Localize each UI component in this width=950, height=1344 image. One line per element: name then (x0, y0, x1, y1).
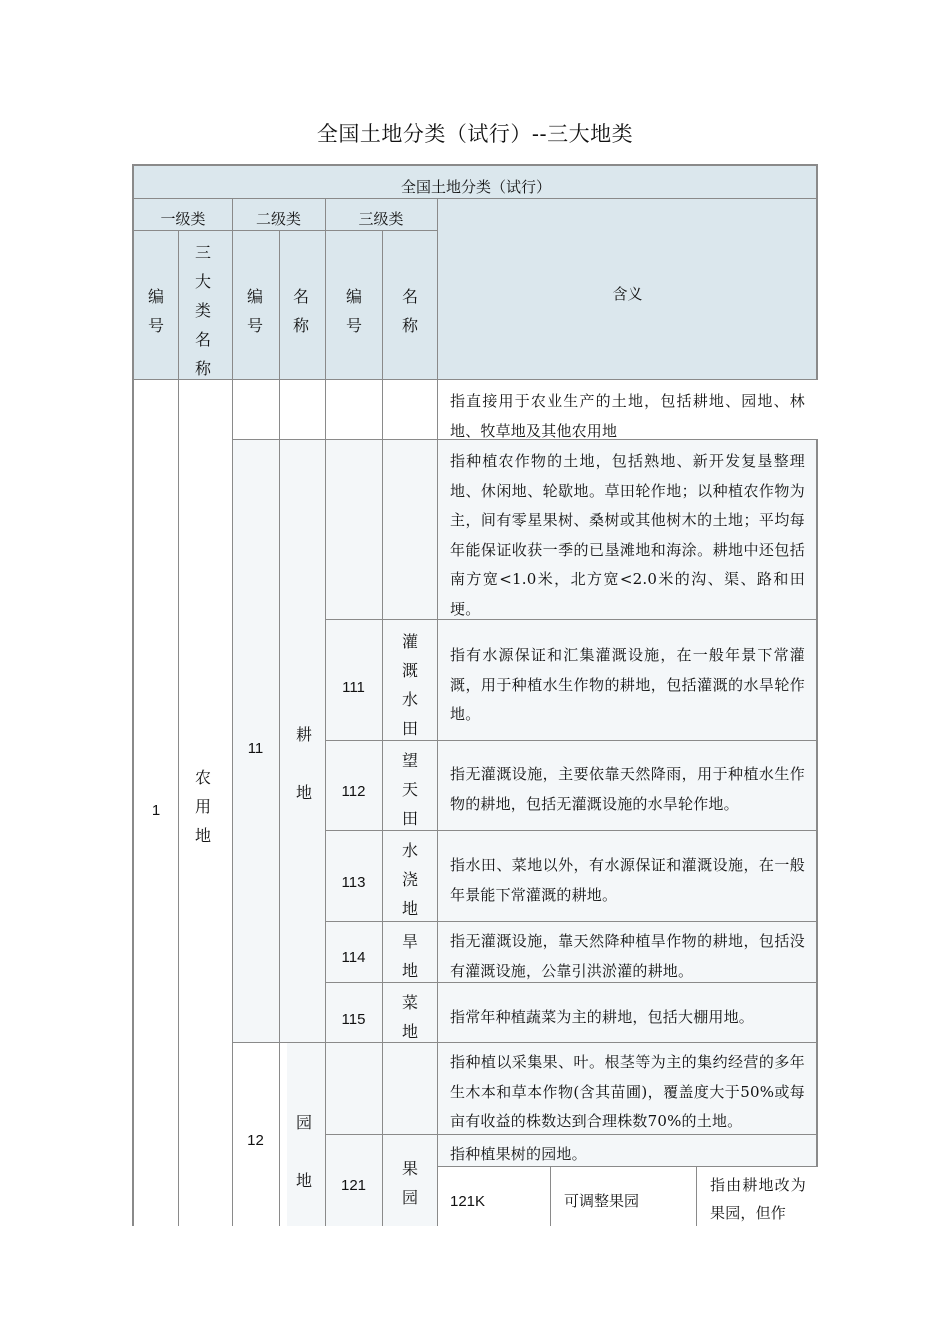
c113-description: 指水田、菜地以外，有水源保证和灌溉设施，在一般年景能下常灌溉的耕地。 (450, 856, 805, 904)
c121k-name: 可调整果园 (564, 1192, 640, 1210)
c115-name: 菜地 (401, 993, 418, 1041)
c111-description: 指有水源保证和汇集灌溉设施，在一般年景下常灌溉，用于种植水生作物的耕地，包括灌溉的水旱轮作地。 (450, 646, 805, 723)
l1-big-three-name: 农用地 (194, 768, 211, 845)
c112-name: 望天田 (401, 751, 418, 828)
c121k-code: 121K (450, 1193, 486, 1210)
c12-description: 指种植以采集果、叶。根茎等为主的集约经营的多年生木本和草本作物(含其苗圃)，覆盖度大于50%或每亩有收益的株数达到合理株数70%的土地。 (450, 1053, 805, 1130)
header-l2-code: 编号 (246, 287, 263, 335)
c11-code: 11 (247, 740, 264, 757)
header-l3-code: 编号 (345, 287, 362, 335)
c12-code: 12 (247, 1132, 264, 1149)
c121-description: 指种植果树的园地。 (450, 1145, 587, 1163)
c112-description: 指无灌溉设施，主要依靠天然降雨，用于种植水生作物的耕地，包括无灌溉设施的水旱轮作地。 (450, 765, 805, 813)
l1-code: 1 (151, 802, 161, 819)
c112-code: 112 (341, 783, 366, 800)
c111-code: 111 (342, 679, 365, 696)
page-title: 全国土地分类（试行）--三大地类 (316, 122, 634, 146)
c115-description: 指常年种植蔬菜为主的耕地，包括大棚用地。 (450, 1008, 755, 1026)
c114-description: 指无灌溉设施，靠天然降种植旱作物的耕地，包括没有灌溉设施，公靠引洪淤灌的耕地。 (450, 932, 805, 980)
header-l1-code: 编号 (147, 287, 164, 335)
header-level1: 一级类 (160, 210, 206, 228)
c11-name: 耕地 (295, 725, 312, 802)
c121-name: 果园 (401, 1159, 418, 1207)
c121-code: 121 (340, 1177, 367, 1194)
c114-code: 114 (341, 949, 366, 966)
c11-description: 指种植农作物的土地，包括熟地、新开发复垦整理地、休闲地、轮歇地。草田轮作地；以种植农作物为主，间有零星果树、桑树或其他树木的土地；平均每年能保证收获一季的已垦滩地和海涂。耕地中还包括南方宽<1.0米，北方宽<2.0米的沟、渠、路和田埂。 (450, 452, 805, 618)
c113-code: 113 (341, 874, 366, 891)
c111-name: 灌溉水田 (401, 632, 418, 738)
header-l2-name: 名称 (292, 287, 309, 335)
header-l3-name: 名称 (401, 287, 418, 335)
header-l1-big-three-name: 三大类名称 (194, 243, 211, 378)
c12-name: 园地 (295, 1113, 312, 1190)
r1-description: 指直接用于农业生产的土地，包括耕地、园地、林地、牧草地及其他农用地 (450, 392, 805, 440)
c115-code: 115 (341, 1011, 366, 1028)
row1-empty-cells (233, 380, 437, 440)
land-classification-table (132, 164, 818, 1226)
table-title: 全国土地分类（试行） (400, 178, 551, 196)
c113-name: 水浇地 (401, 841, 418, 918)
c121k-description: 指由耕地改为果园，但作 (710, 1176, 806, 1222)
header-meaning: 含义 (612, 285, 643, 303)
c114-name: 旱地 (401, 932, 418, 980)
header-level3: 三级类 (358, 210, 404, 228)
header-level2: 二级类 (255, 210, 301, 228)
